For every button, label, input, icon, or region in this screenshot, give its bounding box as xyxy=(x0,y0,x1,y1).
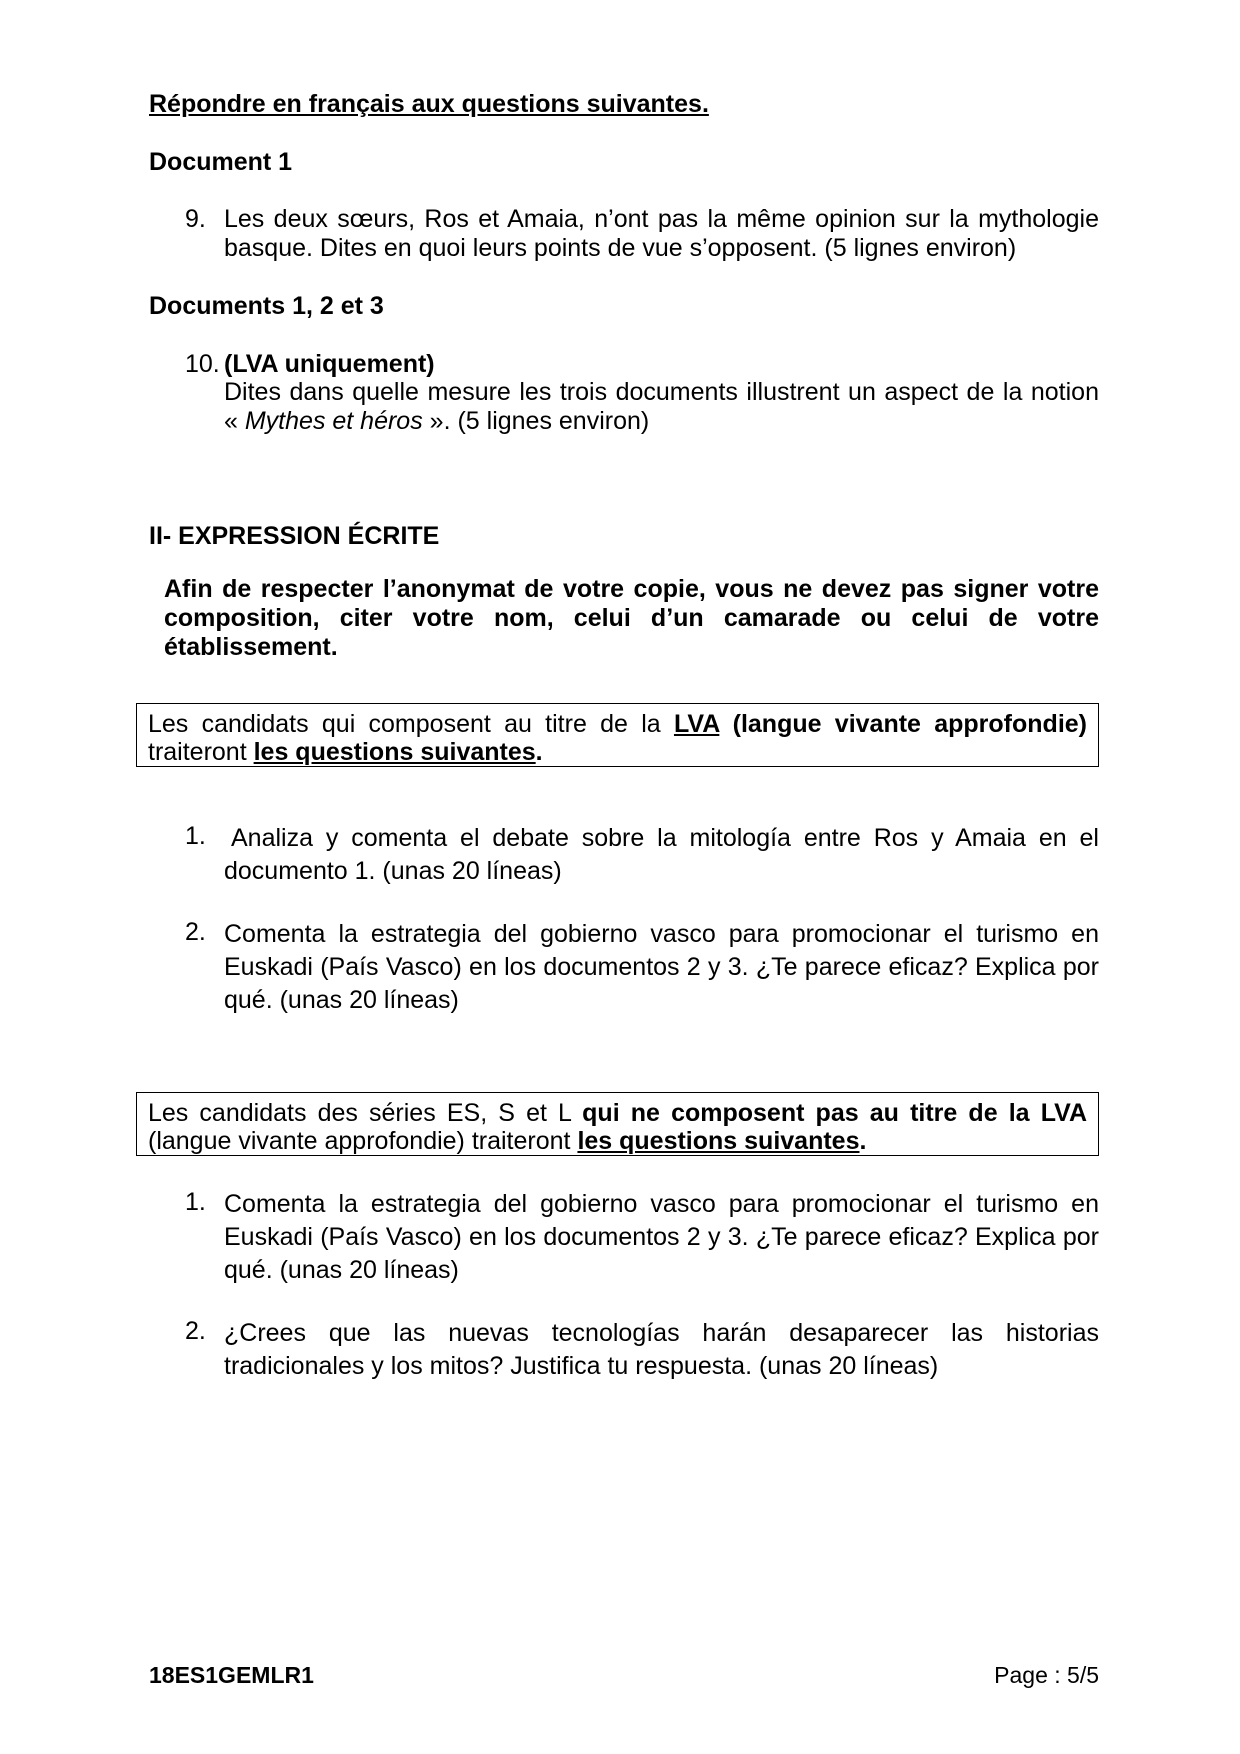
non-lva-box-line-2: (langue vivante approfondie) traiteront les questions suivantes. xyxy=(148,1127,867,1155)
question-10-text: Dites dans quelle mesure les trois documents illustrent un aspect de la notion « Mythes et héros ». (5 lignes environ) xyxy=(224,378,1099,435)
lva-box-line-2: traiteront les questions suivantes. xyxy=(148,738,543,766)
non-lva-instruction-box xyxy=(136,1092,1099,1156)
footer-exam-code: 18ES1GEMLR1 xyxy=(149,1662,314,1688)
non-lva-question-2-text: ¿Crees que las nuevas tecnologías harán desaparecer las historias tradicionales y los mitos? Justifica tu respuesta. (unas 20 líneas) xyxy=(224,1319,1099,1380)
lva-question-2-number: 2. xyxy=(185,918,206,946)
non-lva-question-1-text: Comenta la estrategia del gobierno vasco para promocionar el turismo en Euskadi (País Vasco) en los documentos 2 y 3. ¿Te parece eficaz? Explica por qué. (unas 20 líneas) xyxy=(224,1190,1099,1284)
documents-123-heading: Documents 1, 2 et 3 xyxy=(149,292,384,320)
lva-question-1-number: 1. xyxy=(185,822,206,850)
lva-question-2-text: Comenta la estrategia del gobierno vasco para promocionar el turismo en Euskadi (País Vasco) en los documentos 2 y 3. ¿Te parece eficaz? Explica por qué. (unas 20 líneas) xyxy=(224,920,1099,1014)
notion-title: Mythes et héros xyxy=(244,407,423,435)
instruction-heading: Répondre en français aux questions suivantes. xyxy=(149,90,709,118)
lva-instruction-box xyxy=(136,703,1099,767)
lva-box-line-1: Les candidats qui composent au titre de la LVA (langue vivante approfondie) xyxy=(148,710,1087,738)
non-lva-question-1-number: 1. xyxy=(185,1188,206,1216)
footer-page-number: Page : 5/5 xyxy=(994,1662,1099,1688)
expression-heading: II- EXPRESSION ÉCRITE xyxy=(149,522,440,550)
question-10-title: (LVA uniquement) xyxy=(224,350,435,378)
non-lva-box-line-1: Les candidats des séries ES, S et L qui ne composent pas au titre de la LVA xyxy=(148,1099,1087,1127)
anonymity-notice: Afin de respecter l’anonymat de votre copie, vous ne devez pas signer votre composition, citer votre nom, celui d’un camarade ou celui de votre établissement. xyxy=(164,575,1099,661)
document-1-heading: Document 1 xyxy=(149,148,293,176)
non-lva-question-2-number: 2. xyxy=(185,1317,206,1345)
question-9-number: 9. xyxy=(185,205,206,233)
lva-question-1-text: Analiza y comenta el debate sobre la mitología entre Ros y Amaia en el documento 1. (unas 20 líneas) xyxy=(224,824,1099,885)
question-9-text: Les deux sœurs, Ros et Amaia, n’ont pas la même opinion sur la mythologie basque. Dites en quoi leurs points de vue s’opposent. (5 lignes environ) xyxy=(224,205,1099,262)
question-10-number: 10. xyxy=(185,350,220,378)
